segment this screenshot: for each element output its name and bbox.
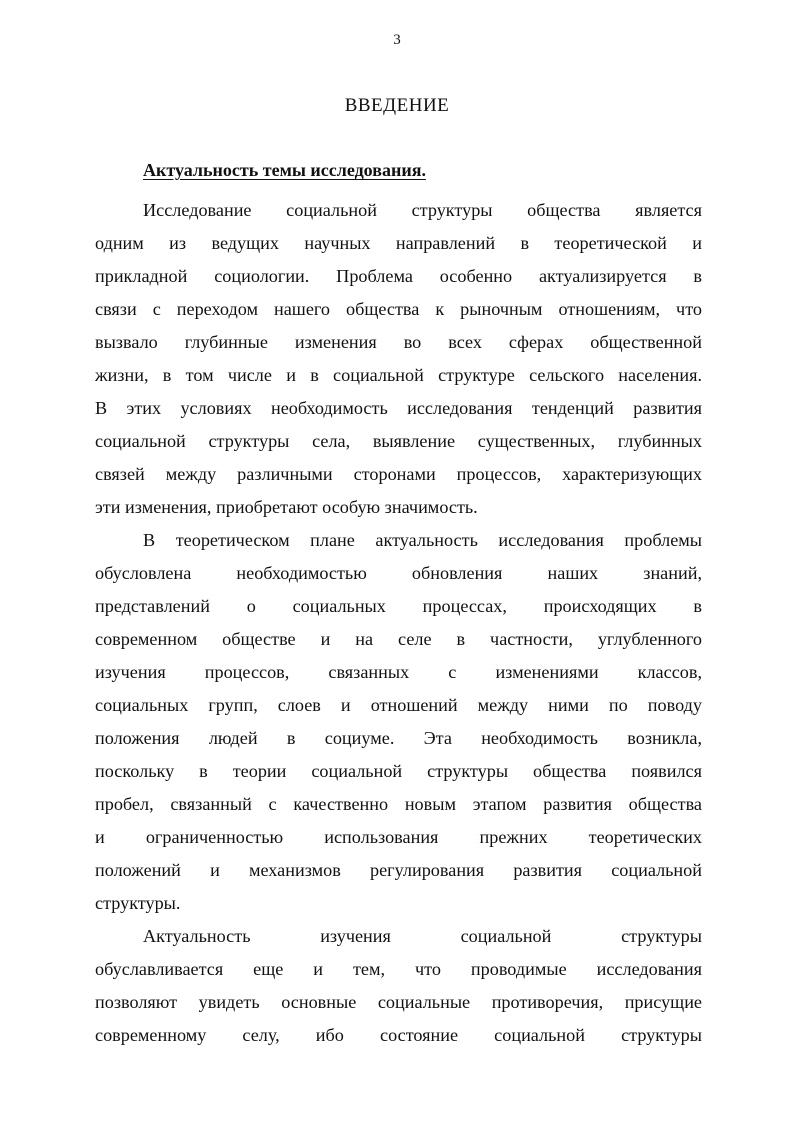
- text-line: социальной структуры села, выявление существенных, глубинных: [95, 431, 702, 451]
- text-line: обуславливается еще и тем, что проводимые исследования: [95, 959, 702, 979]
- text-line: и ограниченностью использования прежних теоретических: [95, 827, 702, 847]
- text-line: изучения процессов, связанных с изменениями классов,: [95, 662, 702, 682]
- text-line: прикладной социологии. Проблема особенно актуализируется в: [95, 266, 702, 286]
- paragraph-3: [95, 920, 702, 1052]
- page-number: 3: [393, 32, 401, 48]
- text-line: современном обществе и на селе в частности, углубленного: [95, 629, 702, 649]
- text-line: Актуальность изучения социальной структуры: [143, 926, 702, 946]
- subheading: Актуальность темы исследования.: [143, 160, 426, 180]
- text-line: положений и механизмов регулирования развития социальной: [95, 860, 702, 880]
- text-line: позволяют увидеть основные социальные противоречия, присущие: [95, 992, 702, 1012]
- text-line: Исследование социальной структуры общества является: [143, 200, 702, 220]
- text-line: связи с переходом нашего общества к рыночным отношениям, что: [95, 299, 702, 319]
- text-line: связей между различными сторонами процессов, характеризующих: [95, 464, 702, 484]
- text-line: В этих условиях необходимость исследования тенденций развития: [95, 398, 702, 418]
- paragraph-1: [95, 194, 702, 524]
- paragraph-2: [95, 524, 702, 920]
- body-text: [95, 194, 702, 1052]
- text-line: одним из ведущих научных направлений в теоретической и: [95, 233, 702, 253]
- text-line: социальных групп, слоев и отношений между ними по поводу: [95, 695, 702, 715]
- text-line: поскольку в теории социальной структуры общества появился: [95, 761, 702, 781]
- text-line: пробел, связанный с качественно новым этапом развития общества: [95, 794, 702, 814]
- text-line: современному селу, ибо состояние социальной структуры: [95, 1025, 702, 1045]
- text-line: структуры.: [95, 893, 181, 913]
- text-line: положения людей в социуме. Эта необходимость возникла,: [95, 728, 702, 748]
- text-line: В теоретическом плане актуальность исследования проблемы: [143, 530, 702, 550]
- text-line: обусловлена необходимостью обновления наших знаний,: [95, 563, 702, 583]
- text-line: вызвало глубинные изменения во всех сферах общественной: [95, 332, 702, 352]
- text-line: эти изменения, приобретают особую значимость.: [95, 497, 478, 517]
- text-line: представлений о социальных процессах, происходящих в: [95, 596, 702, 616]
- section-title: ВВЕДЕНИЕ: [344, 95, 450, 116]
- text-line: жизни, в том числе и в социальной структуре сельского населения.: [95, 365, 702, 385]
